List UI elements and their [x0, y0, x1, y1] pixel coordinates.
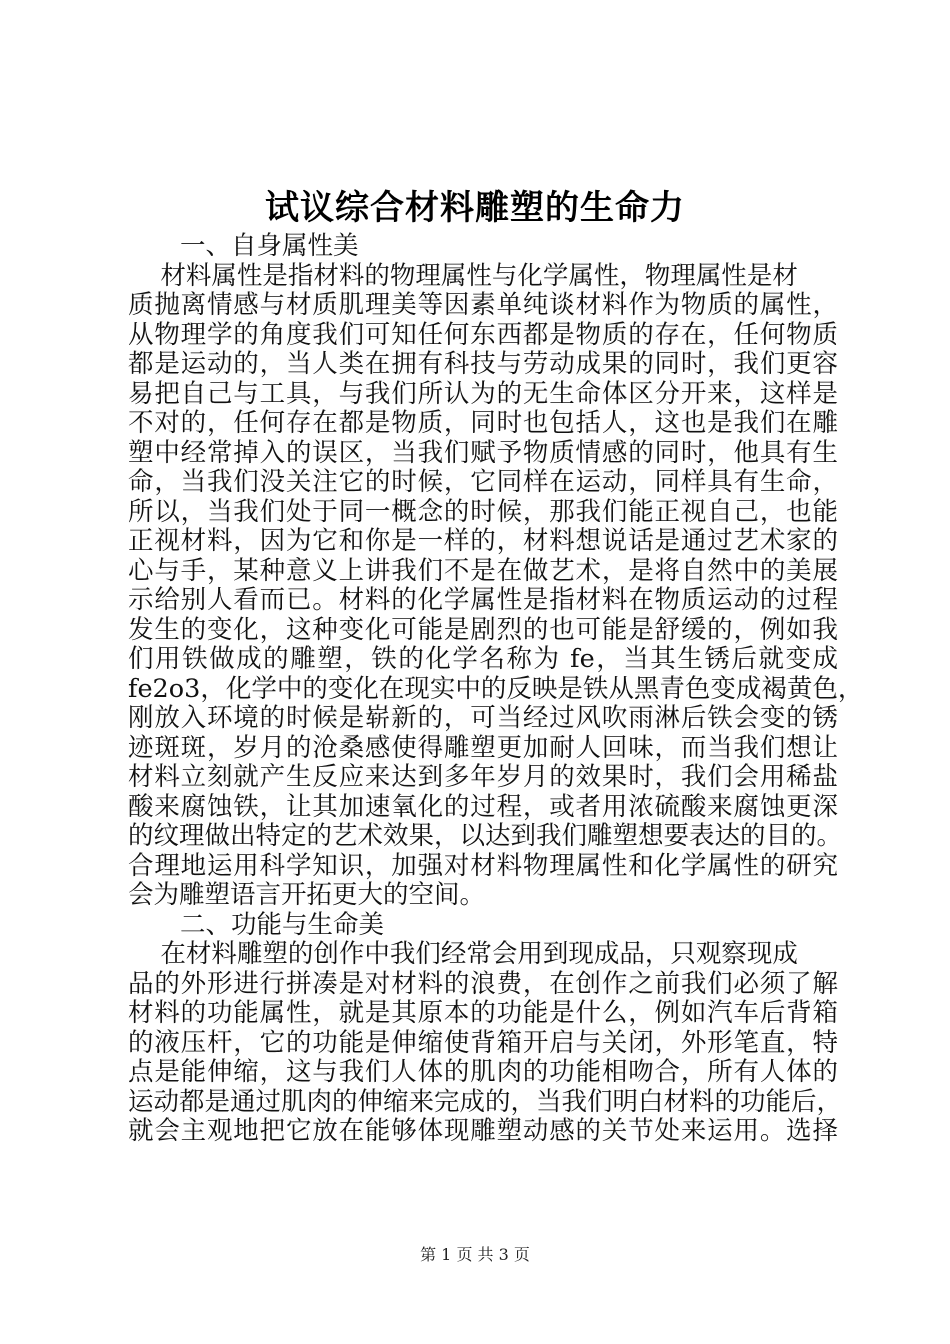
text-line: 塑中经常掉入的误区，当我们赋予物质情感的同时，他具有生	[128, 437, 838, 468]
text-line: 运动都是通过肌肉的伸缩来完成的，当我们明白材料的功能后，	[128, 1086, 843, 1117]
text-line: 所以，当我们处于同一概念的时候，那我们能正视自己，也能	[128, 496, 838, 527]
text-line: 发生的变化，这种变化可能是剧烈的也可能是舒缓的，例如我	[128, 614, 838, 645]
document-title: 试议综合材料雕塑的生命力	[265, 188, 685, 228]
text-line: 迹斑斑，岁月的沧桑感使得雕塑更加耐人回味，而当我们想让	[128, 732, 838, 763]
text-line: 刚放入环境的时候是崭新的，可当经过风吹雨淋后铁会变的锈	[128, 703, 838, 733]
text-line: 的纹理做出特定的艺术效果，以达到我们雕塑想要表达的目的。	[128, 821, 843, 851]
text-line: 们用铁做成的雕塑，铁的化学名称为 fe，当其生锈后就变成	[128, 644, 838, 674]
text-line: 点是能伸缩，这与我们人体的肌肉的功能相吻合，所有人体的	[128, 1057, 838, 1087]
text-line: 正视材料，因为它和你是一样的，材料想说话是通过艺术家的	[128, 526, 838, 556]
text-line: 心与手，某种意义上讲我们不是在做艺术，是将自然中的美展	[128, 555, 838, 586]
text-line: 品的外形进行拼凑是对材料的浪费，在创作之前我们必须了解	[128, 968, 838, 999]
text-line: 质抛离情感与材质肌理美等因素单纯谈材料作为物质的属性，	[128, 290, 838, 320]
text-line: 易把自己与工具，与我们所认为的无生命体区分开来，这样是	[128, 378, 838, 409]
text-line: 材料的功能属性，就是其原本的功能是什么，例如汽车后背箱	[128, 998, 838, 1028]
text-line: 不对的，任何存在都是物质，同时也包括人，这也是我们在雕	[128, 408, 838, 438]
section-2-paragraph	[128, 939, 843, 1147]
text-line: 材料立刻就产生反应来达到多年岁月的效果时，我们会用稀盐	[128, 762, 838, 792]
text-line: 在材料雕塑的创作中我们经常会用到现成品，只观察现成	[128, 939, 798, 969]
section-heading: 二、功能与生命美	[180, 909, 385, 940]
text-line: 会为雕塑语言开拓更大的空间。	[128, 880, 486, 910]
text-line: 命，当我们没关注它的时候，它同样在运动，同样具有生命，	[128, 467, 838, 497]
section-heading: 一、自身属性美	[180, 231, 359, 261]
text-line: 示给别人看而已。材料的化学属性是指材料在物质运动的过程	[128, 585, 838, 615]
text-line: 都是运动的，当人类在拥有科技与劳动成果的同时，我们更容	[128, 349, 838, 379]
text-line: 合理地运用科学知识，加强对材料物理属性和化学属性的研究	[128, 850, 838, 881]
page-footer: 第 1 页 共 3 页	[420, 1245, 530, 1264]
text-line: 就会主观地把它放在能够体现雕塑动感的关节处来运用。选择	[128, 1116, 838, 1146]
text-line: 的液压杆，它的功能是伸缩使背箱开启与关闭，外形笔直，特	[128, 1027, 838, 1058]
text-line: fe2o3，化学中的变化在现实中的反映是铁从黑青色变成褐黄色，	[128, 673, 864, 704]
text-line: 酸来腐蚀铁，让其加速氧化的过程，或者用浓硫酸来腐蚀更深	[128, 791, 838, 822]
section-1-paragraph	[128, 260, 864, 911]
text-line: 从物理学的角度我们可知任何东西都是物质的存在，任何物质	[128, 319, 838, 350]
text-line: 材料属性是指材料的物理属性与化学属性，物理属性是材	[128, 260, 798, 291]
document-body	[128, 231, 864, 1147]
